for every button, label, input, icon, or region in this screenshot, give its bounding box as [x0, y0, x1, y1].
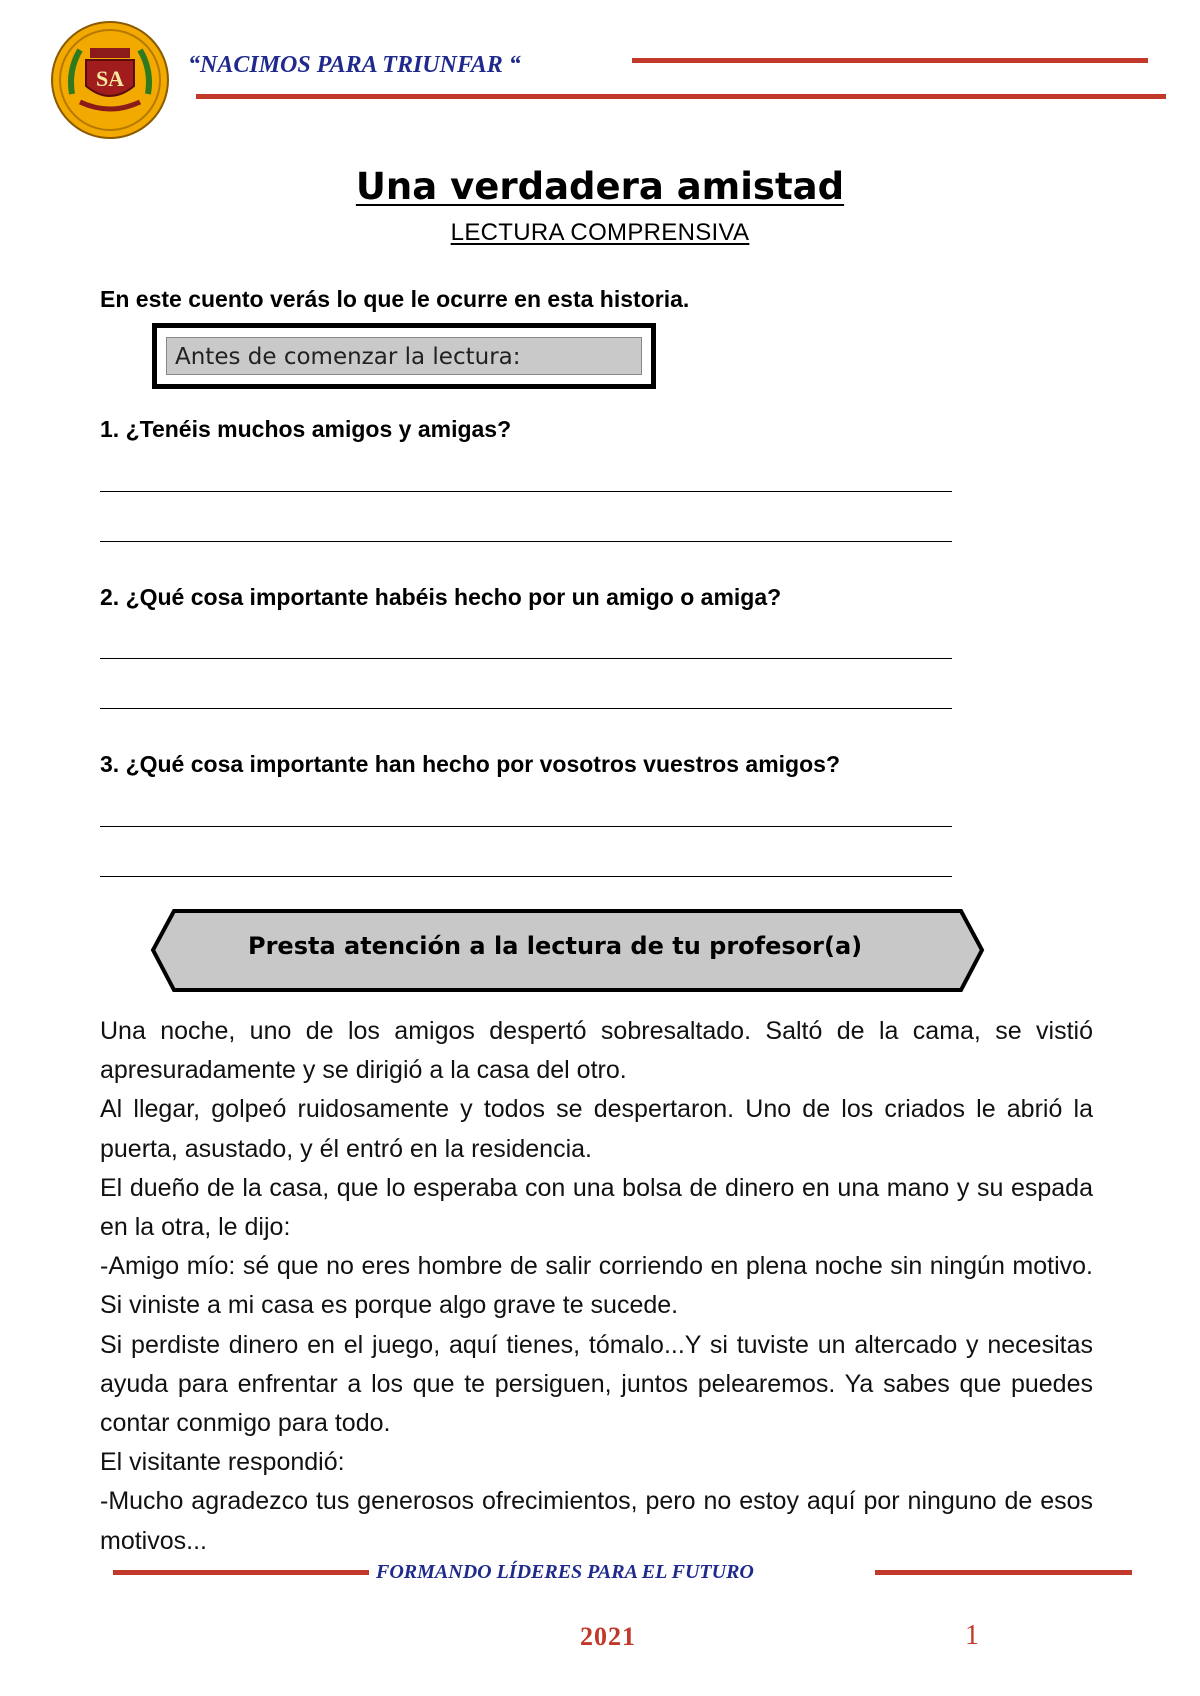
page-number: 1 — [965, 1620, 979, 1651]
header-rule-top — [632, 58, 1148, 63]
footer-year: 2021 — [580, 1622, 636, 1651]
instruction-banner-text: Presta atención a la lectura de tu profesor(a) — [248, 932, 863, 960]
prereading-box — [152, 323, 656, 389]
answer-line[interactable] — [100, 658, 952, 659]
school-logo — [50, 20, 170, 140]
footer-rule-right — [875, 1570, 1132, 1575]
header-rule-bottom — [196, 94, 1166, 99]
story-paragraph: -Mucho agradezco tus generosos ofrecimientos, pero no estoy aquí por ninguno de esos motivos... — [100, 1487, 1093, 1555]
answer-line[interactable] — [100, 491, 952, 492]
story-text — [100, 1012, 1093, 1561]
header-motto: “NACIMOS PARA TRIUNFAR “ — [188, 52, 521, 78]
story-paragraph: Si perdiste dinero en el juego, aquí tienes, tómalo...Y si tuviste un altercado y necesitas ayuda para enfrentar a los que te persiguen, juntos pelearemos. Ya sabes que puedes contar conmigo para todo. — [100, 1330, 1093, 1438]
story-paragraph: El dueño de la casa, que lo esperaba con una bolsa de dinero en una mano y su espada en la otra, le dijo: — [100, 1173, 1093, 1242]
story-paragraph: Una noche, uno de los amigos despertó sobresaltado. Saltó de la cama, se vistió apresuradamente y se dirigió a la casa del otro. — [100, 1017, 1093, 1085]
intro-text: En este cuento verás lo que le ocurre en esta historia. — [100, 286, 690, 312]
question-1: 1. ¿Tenéis muchos amigos y amigas? — [100, 416, 512, 442]
story-paragraph: -Amigo mío: sé que no eres hombre de salir corriendo en plena noche sin ningún motivo. Si viniste a mi casa es porque algo grave te sucede. — [100, 1252, 1093, 1320]
answer-line[interactable] — [100, 708, 952, 709]
story-paragraph: Al llegar, golpeó ruidosamente y todos se despertaron. Uno de los criados le abrió la puerta, asustado, y él entró en la residencia. — [100, 1095, 1093, 1163]
page-subtitle: LECTURA COMPRENSIVA — [450, 219, 750, 246]
answer-line[interactable] — [100, 826, 952, 827]
answer-line[interactable] — [100, 876, 952, 877]
question-3: 3. ¿Qué cosa importante han hecho por vosotros vuestros amigos? — [100, 751, 840, 777]
answer-line[interactable] — [100, 541, 952, 542]
question-2: 2. ¿Qué cosa importante habéis hecho por un amigo o amiga? — [100, 584, 782, 610]
footer-slogan: FORMANDO LÍDERES PARA EL FUTURO — [376, 1561, 754, 1583]
footer-rule-left — [113, 1570, 369, 1575]
story-paragraph: El visitante respondió: — [100, 1448, 345, 1477]
prereading-label: Antes de comenzar la lectura: — [166, 337, 642, 375]
logo-initials: SA — [95, 66, 125, 91]
page-title: Una verdadera amistad — [355, 165, 845, 208]
